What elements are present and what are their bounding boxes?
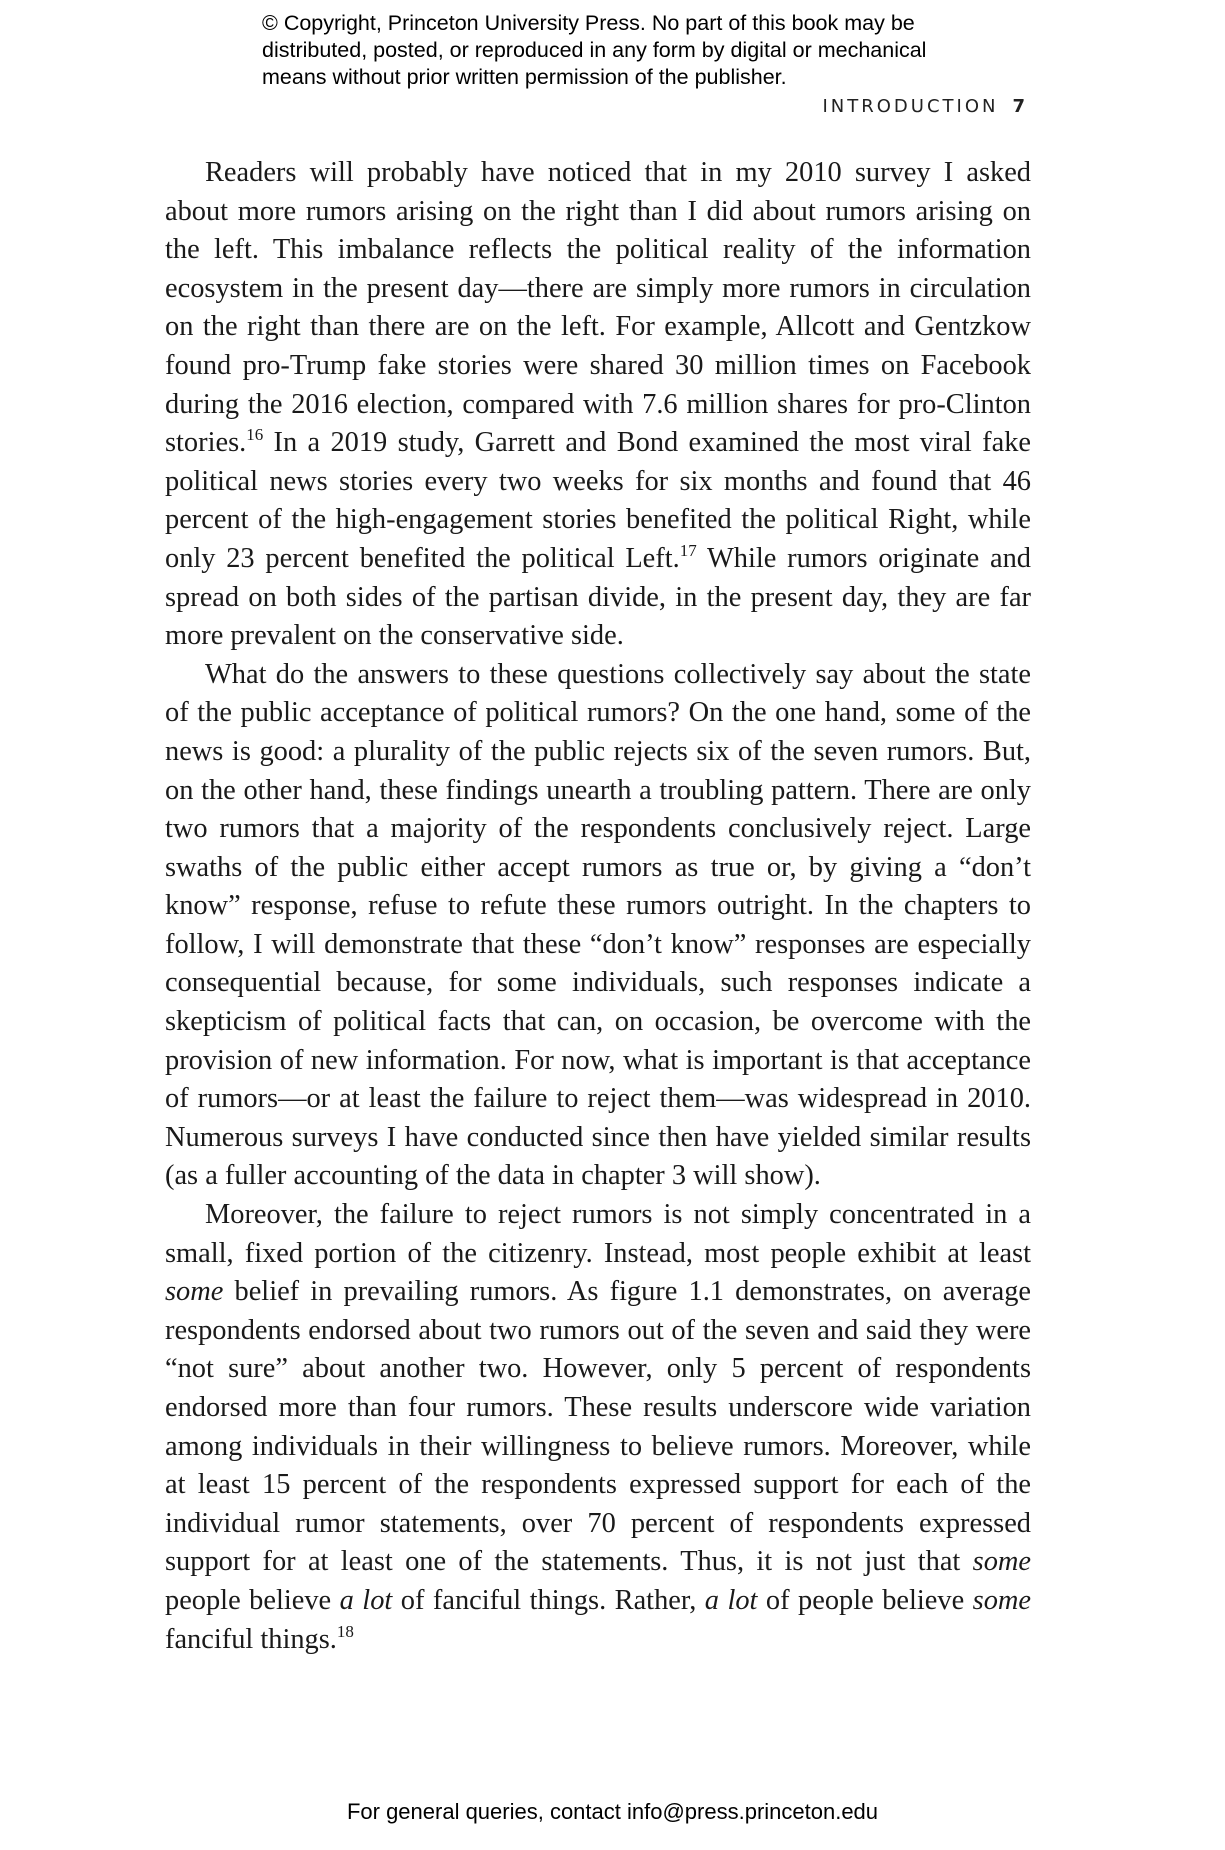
paragraph-2 [165, 656, 1031, 1196]
emphasis: some [972, 1546, 1031, 1578]
paragraph-text: Moreover, the failure to reject rumors is not simply concentrated in a small, fixed portion of the citizenry. Instead, most people exhibit at least [165, 1199, 1031, 1269]
paragraph-text: Readers will probably have noticed that in my 2010 survey I asked about more rumors arising on the right than I did about rumors arising on the left. This imbalance reflects the political reality of the information ecosystem in the present day—there are simply more rumors in circulation on the right than there are on the left. For example, Allcott and Gentzkow found pro-Trump fake stories were shared 30 million times on Facebook during the 2016 election, compared with 7.6 million shares for pro-Clinton stories. [165, 157, 1031, 459]
copyright-line: distributed, posted, or reproduced in any form by digital or mechanical [262, 38, 927, 62]
copyright-line: © Copyright, Princeton University Press. No part of this book may be [262, 11, 915, 35]
paragraph-3 [165, 1196, 1031, 1659]
copyright-notice [262, 10, 982, 91]
page-number: 7 [1012, 96, 1025, 117]
paragraph-text: of fanciful things. Rather, [392, 1584, 705, 1616]
paragraph-text: What do the answers to these questions collectively say about the state of the public acceptance of political rumors? On the one hand, some of the news is good: a plurality of the public rejects six of the seven rumors. But, on the other hand, these findings unearth a troubling pattern. There are only two rumors that a majority of the respondents conclusively reject. Large swaths of the public either accept rumors as true or, by giving a “don’t know” response, refuse to refute these rumors outright. In the chapters to follow, I will demonstrate that these “don’t know” responses are especially consequential because, for some individuals, such responses indicate a skepticism of political facts that can, on occasion, be overcome with the provision of new information. For now, what is important is that acceptance of rumors—or at least the failure to reject them—was widespread in 2010. Numerous surveys I have conducted since then have yielded similar results (as a fuller accounting of the data in chapter 3 will show). [165, 658, 1031, 1192]
emphasis: a lot [704, 1584, 758, 1616]
paragraph-text: of people believe [757, 1584, 973, 1616]
paragraph-text: people believe [165, 1584, 340, 1616]
paragraph-1 [165, 154, 1031, 656]
copyright-line: means without prior written permission of the publisher. [262, 65, 787, 89]
footnote-marker[interactable]: 16 [246, 425, 264, 445]
emphasis: some [972, 1584, 1032, 1616]
body-text [165, 154, 1031, 1659]
paragraph-text: In a 2019 study, Garrett and Bond examined the most viral fake political news stories every two weeks for six months and found that 46 percent of the high-engagement stories benefited the political Right, while only 23 percent benefited the political Left. [165, 427, 1031, 574]
footnote-marker[interactable]: 17 [679, 540, 697, 560]
running-head [822, 96, 1025, 117]
paragraph-text: belief in prevailing rumors. As figure 1.1 demonstrates, on average respondents endorsed about two rumors out of the seven and said they were “not sure” about another two. However, only 5 percent of respondents endorsed more than four rumors. These results underscore wide variation among individuals in their willingness to believe rumors. Moreover, while at least 15 percent of the respondents expressed support for each of the individual rumor statements, over 70 percent of respondents expressed support for at least one of the statements. Thus, it is not just that [165, 1276, 1031, 1578]
paragraph-text: fanciful things. [165, 1623, 337, 1655]
emphasis: some [165, 1276, 224, 1308]
footer-contact: For general queries, contact info@press.princeton.edu [346, 1799, 879, 1824]
footnote-marker[interactable]: 18 [336, 1621, 354, 1641]
paragraph-text: While rumors originate and spread on both sides of the partisan divide, in the present day, they are far more prevalent on the conservative side. [165, 542, 1031, 652]
emphasis: a lot [339, 1584, 393, 1616]
running-head-section: INTRODUCTION [822, 96, 999, 117]
